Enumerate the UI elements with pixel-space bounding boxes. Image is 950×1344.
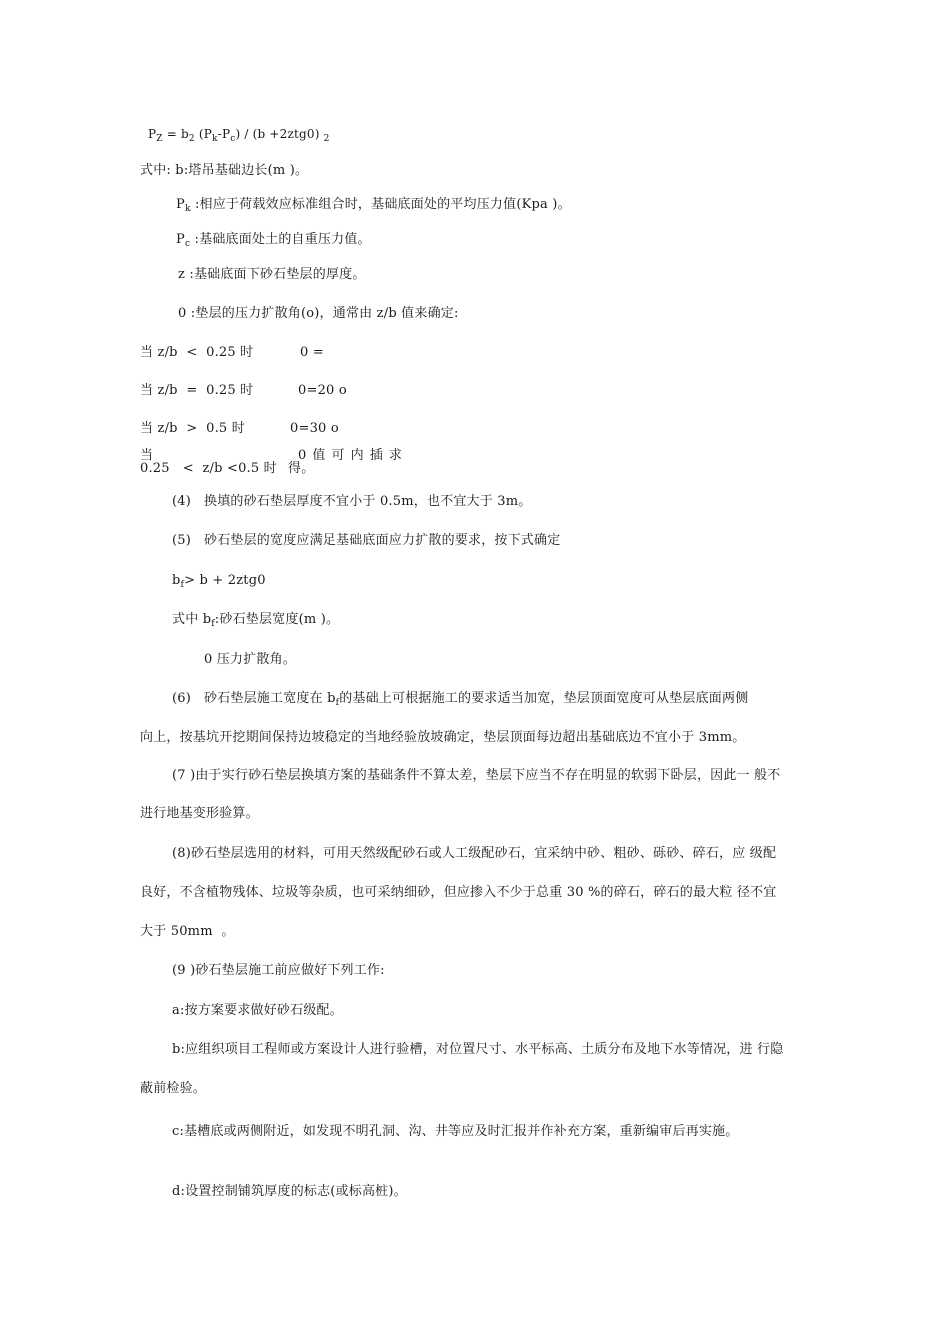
formula-rhs-sub: 2 [188, 134, 195, 144]
item-9: (9 )砂石垫层施工前应做好下列工作: [172, 963, 385, 978]
bf-def-prefix: 式中 b [172, 612, 212, 627]
bf-def-subscript: f [211, 619, 215, 629]
item-7-line2: 进行地基变形验算。 [140, 806, 259, 821]
formula-tail: ) / (b +2ztg0) [235, 127, 324, 141]
item-9b-line2: 蔽前检验。 [140, 1081, 207, 1096]
pk-text: :相应于荷载效应标准组合时，基础底面处的平均压力值(Kpa )。 [190, 197, 571, 212]
item-6-part1: (6) 砂石垫层施工宽度在 b [172, 691, 336, 706]
item-9b-line1: b:应组织项目工程师或方案设计人进行验槽，对位置尺寸、水平标高、土质分布及地下水等情况，进 行隐 [172, 1042, 784, 1057]
formula-rhs: = b [162, 127, 189, 141]
item-6-part2: 的基础上可根据施工的要求适当加宽，垫层顶面宽度可从垫层底面两侧 [339, 691, 749, 706]
formula-body-sub-c: c [230, 134, 236, 144]
pc-symbol: P [176, 232, 185, 247]
case4-condition: 0.25 < z/b <0.5 时 [140, 461, 277, 476]
case-condition: 当 z/b < 0.25 时 [140, 345, 254, 360]
formula-pz [148, 126, 330, 144]
formula-bf [172, 573, 266, 590]
item-8-line1: (8)砂石垫层选用的材料，可用天然级配砂石或人工级配砂石，宜采纳中砂、粗砂、砾砂、碎石，应 级配 [172, 846, 777, 861]
item-9d: d:设置控制铺筑厚度的标志(或标高桩)。 [172, 1184, 407, 1199]
pk-subscript: k [184, 204, 191, 214]
definition-bf [172, 612, 339, 629]
formula-body-sub-k: k [212, 134, 218, 144]
case4-interp: 0 值 可 内 插 求 [298, 448, 403, 463]
case-condition: 当 z/b = 0.25 时 [140, 383, 254, 398]
item-8-line3: 大于 50mm 。 [140, 924, 235, 939]
formula-body-mid: -P [217, 127, 231, 141]
bf-rest: > b + 2ztg0 [184, 573, 266, 588]
item-7-line1: (7 )由于实行砂石垫层换填方案的基础条件不算太差，垫层下应当不存在明显的软弱下卧层，因此一 般不 [172, 768, 781, 783]
pc-subscript: c [184, 239, 191, 249]
definition-z: z :基础底面下砂石垫层的厚度。 [178, 267, 366, 282]
item-6-line1 [172, 691, 748, 708]
bf-symbol: b [172, 573, 181, 588]
item-8-line2: 良好，不含植物残体、垃圾等杂质，也可采纳细砂，但应掺入不少于总重 30 %的碎石，碎石的最大粒 径不宜 [140, 885, 777, 900]
formula-tail-sub: 2 [323, 134, 330, 144]
case4-when: 当 [140, 448, 154, 463]
formula-lhs: P [148, 127, 157, 141]
item-4: (4) 换填的砂石垫层厚度不宜小于 0.5m，也不宜大于 3m。 [172, 494, 532, 509]
item-6-subscript: f [335, 698, 340, 708]
case-value: 0=20 o [298, 383, 347, 398]
definition-intro: 式中: b:塔吊基础边长(m )。 [140, 163, 309, 178]
formula-lhs-sub: Z [156, 134, 163, 144]
case-condition: 当 z/b > 0.5 时 [140, 421, 245, 436]
definition-pc [176, 232, 371, 249]
definition-theta2: 0 压力扩散角。 [204, 652, 297, 667]
item-6-line2: 向上，按基坑开挖期间保持边坡稳定的当地经验放坡确定，垫层顶面每边超出基础底边不宜小于 3mm。 [140, 730, 746, 745]
item-9a: a:按方案要求做好砂石级配。 [172, 1003, 343, 1018]
definition-theta: 0 :垫层的压力扩散角(o)，通常由 z/b 值来确定: [178, 306, 459, 321]
case-value: 0=30 o [290, 421, 339, 436]
bf-subscript: f [180, 580, 185, 590]
formula-body: (P [194, 127, 213, 141]
definition-pk [176, 197, 571, 214]
pk-symbol: P [176, 197, 185, 212]
case4-end: 得。 [288, 461, 315, 476]
pc-text: :基础底面处土的自重压力值。 [190, 232, 371, 247]
case-value: 0 = [300, 345, 324, 360]
item-5: (5) 砂石垫层的宽度应满足基础底面应力扩散的要求，按下式确定 [172, 533, 561, 548]
bf-def-text: :砂石垫层宽度(m )。 [214, 612, 340, 627]
item-9c: c:基槽底或两侧附近，如发现不明孔洞、沟、井等应及时汇报并作补充方案，重新编审后再实施。 [172, 1124, 739, 1139]
